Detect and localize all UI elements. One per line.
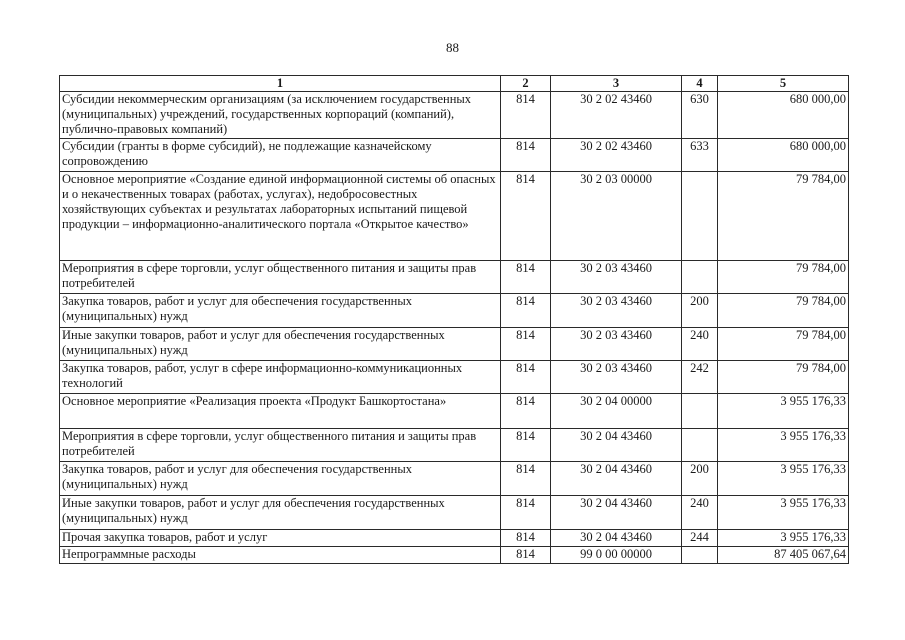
amount: 680 000,00 [718, 92, 849, 139]
budget-table [59, 75, 849, 564]
table-row [60, 394, 849, 429]
expense-type-code [682, 394, 718, 429]
target-article-code: 30 2 02 43460 [551, 92, 682, 139]
amount: 680 000,00 [718, 139, 849, 172]
amount: 3 955 176,33 [718, 394, 849, 429]
table-header-row [60, 76, 849, 92]
expense-type-code [682, 172, 718, 261]
expense-name: Мероприятия в сфере торговли, услуг общественного питания и защиты прав потребителей [60, 261, 501, 294]
table-row [60, 429, 849, 462]
section-code: 814 [501, 496, 551, 530]
target-article-code: 30 2 04 43460 [551, 496, 682, 530]
column-header: 2 [501, 76, 551, 92]
table-row [60, 530, 849, 547]
target-article-code: 30 2 04 43460 [551, 462, 682, 496]
target-article-code: 30 2 03 43460 [551, 328, 682, 361]
amount: 79 784,00 [718, 261, 849, 294]
expense-name: Субсидии (гранты в форме субсидий), не подлежащие казначейскому сопровождению [60, 139, 501, 172]
section-code: 814 [501, 462, 551, 496]
expense-name: Прочая закупка товаров, работ и услуг [60, 530, 501, 547]
target-article-code: 30 2 03 43460 [551, 361, 682, 394]
expense-type-code: 200 [682, 462, 718, 496]
expense-type-code: 633 [682, 139, 718, 172]
amount: 79 784,00 [718, 328, 849, 361]
expense-name: Мероприятия в сфере торговли, услуг общественного питания и защиты прав потребителей [60, 429, 501, 462]
expense-type-code: 240 [682, 328, 718, 361]
expense-type-code: 200 [682, 294, 718, 328]
target-article-code: 30 2 04 00000 [551, 394, 682, 429]
section-code: 814 [501, 92, 551, 139]
expense-type-code: 240 [682, 496, 718, 530]
target-article-code: 30 2 02 43460 [551, 139, 682, 172]
target-article-code: 30 2 04 43460 [551, 429, 682, 462]
amount: 79 784,00 [718, 361, 849, 394]
table-row [60, 294, 849, 328]
expense-type-code [682, 547, 718, 564]
table-row [60, 496, 849, 530]
target-article-code: 30 2 03 00000 [551, 172, 682, 261]
amount: 3 955 176,33 [718, 462, 849, 496]
expense-type-code: 630 [682, 92, 718, 139]
expense-type-code: 242 [682, 361, 718, 394]
expense-name: Основное мероприятие «Реализация проекта «Продукт Башкортостана» [60, 394, 501, 429]
target-article-code: 30 2 03 43460 [551, 261, 682, 294]
table-row [60, 261, 849, 294]
target-article-code: 99 0 00 00000 [551, 547, 682, 564]
table-row [60, 92, 849, 139]
section-code: 814 [501, 394, 551, 429]
expense-type-code: 244 [682, 530, 718, 547]
amount: 79 784,00 [718, 172, 849, 261]
section-code: 814 [501, 261, 551, 294]
expense-type-code [682, 429, 718, 462]
amount: 79 784,00 [718, 294, 849, 328]
column-header: 5 [718, 76, 849, 92]
expense-name: Основное мероприятие «Создание единой информационной системы об опасных и о некачественных товарах (работах, услугах), недобросовестных хозяйствующих субъектах и результатах лабораторных испытаний пищевой продукции – информационно-аналитического портала «Открытое качество» [60, 172, 501, 261]
amount: 3 955 176,33 [718, 496, 849, 530]
expense-name: Непрограммные расходы [60, 547, 501, 564]
section-code: 814 [501, 139, 551, 172]
amount: 3 955 176,33 [718, 530, 849, 547]
section-code: 814 [501, 429, 551, 462]
table-row [60, 328, 849, 361]
column-header: 3 [551, 76, 682, 92]
section-code: 814 [501, 547, 551, 564]
section-code: 814 [501, 172, 551, 261]
table-row [60, 172, 849, 261]
section-code: 814 [501, 530, 551, 547]
expense-name: Закупка товаров, работ и услуг для обеспечения государственных (муниципальных) нужд [60, 462, 501, 496]
table-row [60, 462, 849, 496]
expense-name: Иные закупки товаров, работ и услуг для обеспечения государственных (муниципальных) нужд [60, 328, 501, 361]
column-header: 1 [60, 76, 501, 92]
section-code: 814 [501, 361, 551, 394]
expense-name: Закупка товаров, работ и услуг для обеспечения государственных (муниципальных) нужд [60, 294, 501, 328]
column-header: 4 [682, 76, 718, 92]
expense-name: Субсидии некоммерческим организациям (за исключением государственных (муниципальных) учреждений, государственных корпораций (компаний), публично-правовых компаний) [60, 92, 501, 139]
section-code: 814 [501, 328, 551, 361]
table-row [60, 361, 849, 394]
section-code: 814 [501, 294, 551, 328]
table-row [60, 547, 849, 564]
expense-name: Закупка товаров, работ, услуг в сфере информационно-коммуникационных технологий [60, 361, 501, 394]
target-article-code: 30 2 03 43460 [551, 294, 682, 328]
expense-type-code [682, 261, 718, 294]
amount: 3 955 176,33 [718, 429, 849, 462]
amount: 87 405 067,64 [718, 547, 849, 564]
target-article-code: 30 2 04 43460 [551, 530, 682, 547]
table-row [60, 139, 849, 172]
page-number: 88 [446, 40, 459, 55]
expense-name: Иные закупки товаров, работ и услуг для обеспечения государственных (муниципальных) нужд [60, 496, 501, 530]
